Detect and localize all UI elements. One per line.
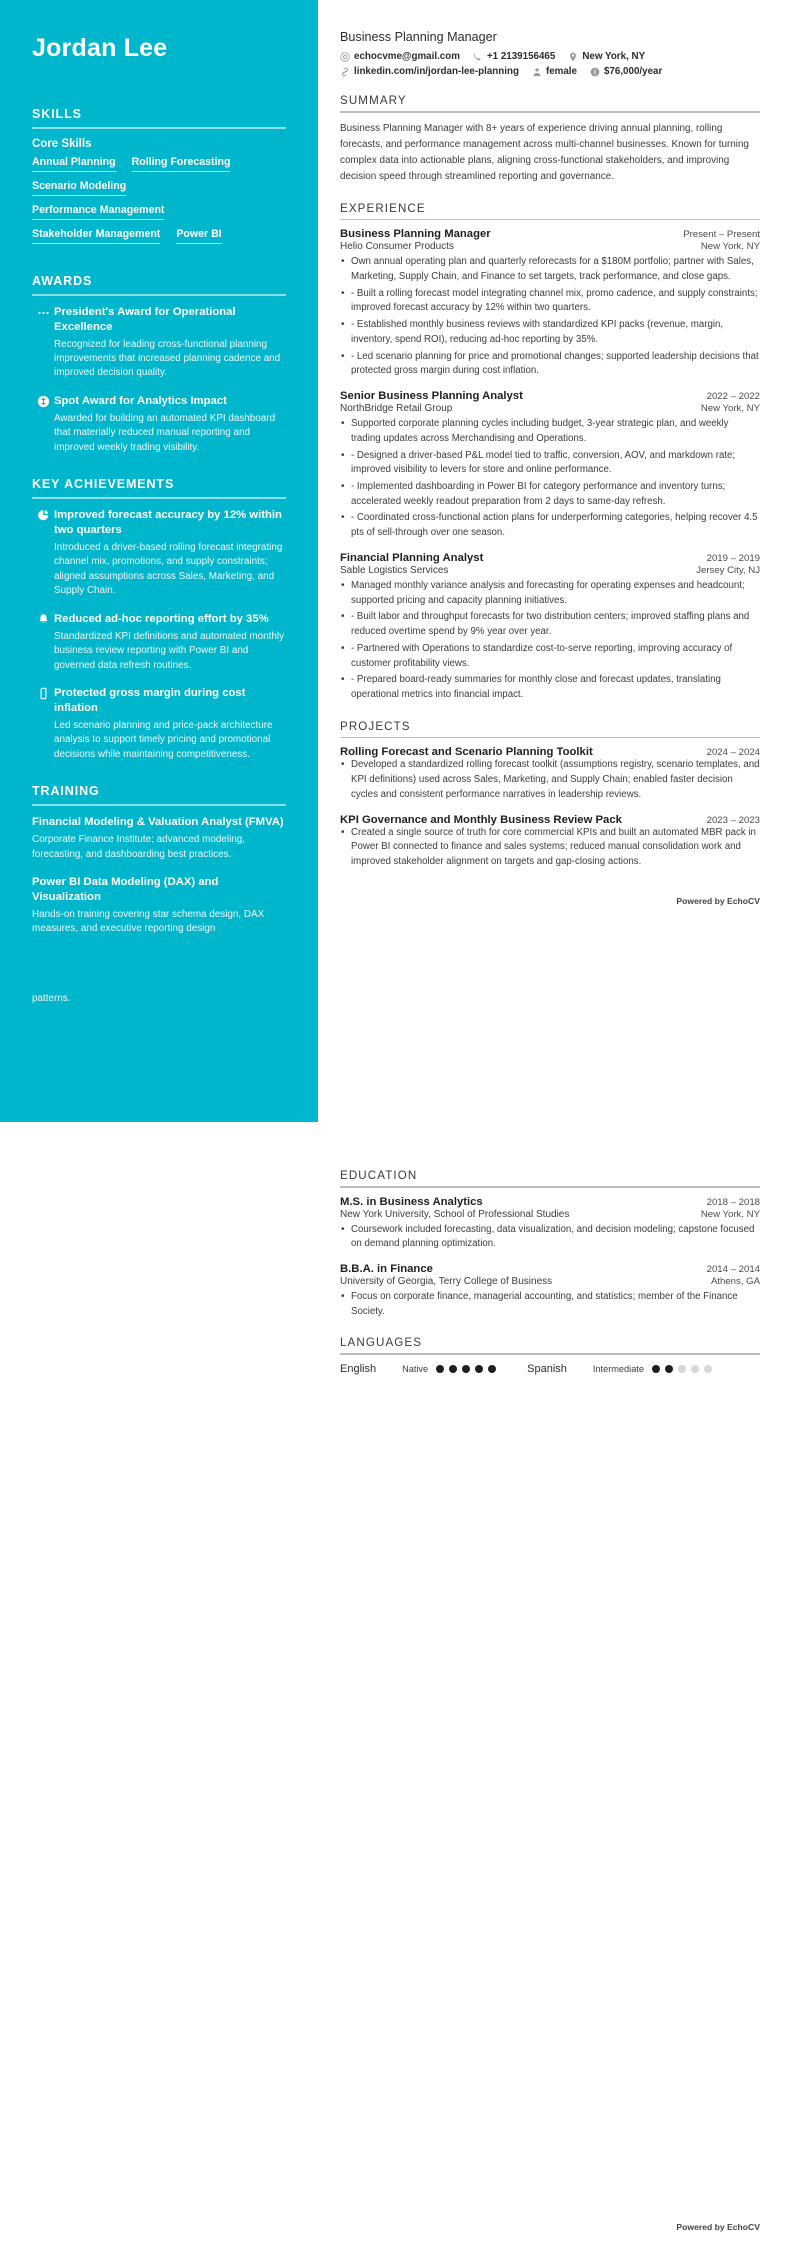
education-entry	[340, 1263, 760, 1319]
contact-row-2	[340, 66, 760, 77]
job-title: Business Planning Manager	[340, 30, 497, 44]
link-icon	[340, 67, 350, 77]
skill-chip: Scenario Modeling	[32, 180, 126, 196]
skills-group-label: Core Skills	[32, 137, 92, 150]
experience-organization: Helio Consumer Products	[340, 241, 454, 253]
experience-bullet-list	[340, 579, 760, 703]
experience-bullet: • - Led scenario planning for price and promotional changes; supported leadership decisions that protected gross margin during cost inflation.	[340, 350, 760, 379]
education-dates: 2014 – 2014	[706, 1263, 760, 1275]
section-summary	[340, 94, 760, 185]
experience-role: Senior Business Planning Analyst	[340, 390, 523, 403]
contact-gender-text: female	[545, 66, 577, 77]
education-bullet-list	[340, 1223, 760, 1252]
education-bullet: • Coursework included forecasting, data visualization, and decision modeling; capstone focused on demand planning optimization.	[340, 1223, 760, 1252]
education-entry-header	[340, 1196, 760, 1208]
experience-organization: Sable Logistics Services	[340, 564, 449, 576]
main-content-page-1	[318, 0, 794, 1122]
language-name: Spanish	[527, 1362, 567, 1375]
experience-bullet: • - Implemented dashboarding in Power BI for category performance and inventory turns; accelerated weekly readout preparation from 2 days to same-day refresh.	[340, 480, 760, 509]
education-school: University of Georgia, Terry College of Business	[340, 1275, 553, 1287]
project-bullet: • Created a single source of truth for core commercial KPIs and built an automated MBR pack in Power BI connected to finance and sales systems; reduced manual consolidation work and improved stakeholder alignment on targets and gap-closing actions.	[340, 826, 760, 870]
contact-location	[568, 51, 645, 62]
language-name: English	[340, 1362, 377, 1375]
experience-bullet: • Own annual operating plan and quarterly reforecasts for a $180M portfolio; partner with Sales, Marketing, Supply Chain, and Finance to set targets, track performance, and close gaps.	[340, 255, 760, 284]
ellipsis-icon	[32, 305, 54, 381]
rating-dot	[665, 1365, 673, 1373]
rating-dot	[678, 1365, 686, 1373]
skill-chip: Power BI	[176, 228, 221, 244]
pie-chart-icon	[32, 508, 54, 599]
award-description: Awarded for building an automated KPI dashboard that materially reduced manual reporting and improved weekly trading visibility.	[54, 412, 276, 453]
education-school: New York University, School of Professional Studies	[340, 1208, 570, 1220]
sidebar	[0, 0, 318, 1122]
rating-dot	[488, 1365, 496, 1373]
experience-bullet: • - Partnered with Operations to standardize cost-to-serve reporting, improving accuracy of customer profitability views.	[340, 642, 760, 671]
education-section-title: EDUCATION	[340, 1169, 418, 1182]
training-description: Hands-on training covering star schema design, DAX measures, and executive reporting design	[32, 908, 265, 935]
project-bullet-list	[340, 758, 760, 802]
person-icon	[532, 67, 542, 77]
project-entry	[340, 814, 760, 870]
language-level: Native	[402, 1363, 429, 1374]
experience-dates: 2022 – 2022	[706, 391, 760, 403]
training-item	[32, 875, 286, 937]
skill-chip: Performance Management	[32, 204, 164, 220]
training-description: Corporate Finance Institute; advanced modeling, forecasting, and dashboarding best practices.	[32, 834, 245, 860]
info-icon	[590, 67, 600, 77]
training-title: Financial Modeling & Valuation Analyst (FMVA)	[32, 816, 284, 829]
achievement-item	[32, 686, 286, 762]
award-description: Recognized for leading cross-functional planning improvements that increased planning cadence and improved decision quality.	[54, 338, 281, 379]
contact-salary-text: $76,000/year	[603, 66, 663, 77]
sidebar-section-training	[32, 784, 286, 1004]
education-divider	[340, 1186, 760, 1188]
project-entry-header	[340, 814, 760, 826]
rating-dot	[436, 1365, 444, 1373]
training-title: Power BI Data Modeling (DAX) and Visualization	[32, 876, 219, 903]
experience-divider	[340, 219, 760, 221]
experience-entry	[340, 390, 760, 541]
powered-by-footer: Powered by EchoCV	[676, 895, 760, 906]
education-degree: M.S. in Business Analytics	[340, 1195, 483, 1208]
contact-email[interactable]	[340, 51, 460, 62]
section-projects	[340, 720, 760, 870]
bell-icon	[32, 612, 54, 673]
experience-bullet: • - Designed a driver-based P&L model tied to traffic, conversion, AOV, and markdown rate; improved visibility to levers for store and online performance.	[340, 449, 760, 478]
award-title: President's Award for Operational Excellence	[54, 305, 236, 333]
award-body	[54, 305, 286, 381]
award-item	[32, 305, 286, 381]
experience-bullet: • Managed monthly variance analysis and forecasting for operating expenses and headcount; supported pricing and capacity planning initiatives.	[340, 579, 760, 608]
experience-bullet: • - Built labor and throughput forecasts for two distribution centers; improved staffing plans and reduced overtime spend by 9% year over year.	[340, 610, 760, 639]
summary-section-title: SUMMARY	[340, 94, 407, 107]
achievement-description: Standardized KPI definitions and automated monthly business review reporting with Power BI and governed data refresh routines.	[54, 630, 285, 671]
education-entry-header	[340, 1263, 760, 1275]
achievement-body	[54, 508, 286, 599]
education-location: Athens, GA	[710, 1275, 760, 1287]
powered-by-footer: Powered by EchoCV	[676, 2222, 760, 2232]
languages-section-title: LANGUAGES	[340, 1336, 423, 1350]
education-dates: 2018 – 2018	[706, 1196, 760, 1208]
map-pin-icon	[568, 52, 578, 62]
achievements-section-title: KEY ACHIEVEMENTS	[32, 477, 175, 492]
experience-location: Jersey City, NJ	[696, 564, 760, 576]
contact-linkedin[interactable]	[340, 66, 519, 77]
education-location: New York, NY	[700, 1208, 760, 1220]
skill-chip: Annual Planning	[32, 156, 116, 172]
info-circle-icon	[32, 394, 54, 455]
experience-bullet: • - Built a rolling forecast model integrating channel mix, promo cadence, and supply constraints; improved forecast accuracy by 12% within two quarters.	[340, 287, 760, 316]
language-item	[527, 1363, 717, 1375]
experience-section-title: EXPERIENCE	[340, 201, 426, 215]
rating-dot	[704, 1365, 712, 1373]
achievement-body	[54, 686, 286, 762]
achievement-description: Led scenario planning and price-pack architecture analysis to support timely pricing and promotional decisions while maintaining competitiveness.	[54, 719, 273, 760]
section-education	[340, 1169, 760, 1319]
education-entry	[340, 1196, 760, 1252]
skills-section-title: SKILLS	[32, 106, 82, 121]
achievement-title: Protected gross margin during cost inflation	[54, 687, 246, 714]
contact-row-1	[340, 51, 760, 62]
experience-bullet: • Supported corporate planning cycles including budget, 3-year strategic plan, and weekly trading updates across Merchandising and Operations.	[340, 417, 760, 446]
project-bullet: • Developed a standardized rolling forecast toolkit (assumptions registry, scenario templates, and KPI definitions) used across Sales, Marketing, and Supply Chain; enabled faster decision cycles and consistent performance narratives in leadership reviews.	[340, 758, 760, 802]
contact-salary	[590, 66, 662, 77]
experience-entry-header	[340, 552, 760, 564]
training-divider	[32, 804, 286, 806]
award-item	[32, 394, 286, 455]
sidebar-section-awards	[32, 274, 286, 455]
project-entry	[340, 746, 760, 802]
experience-bullet: • - Prepared board-ready summaries for monthly close and forecast updates, translating operational metrics into financial impact.	[340, 673, 760, 702]
experience-dates: 2019 – 2019	[706, 552, 760, 564]
resume-sheet-1	[0, 0, 794, 1122]
contact-phone-text: +1 2139156465	[486, 51, 556, 62]
mobile-icon	[32, 686, 54, 762]
achievement-item	[32, 508, 286, 599]
sidebar-section-achievements	[32, 477, 286, 762]
education-degree: B.B.A. in Finance	[340, 1262, 433, 1275]
project-name: KPI Governance and Monthly Business Review Pack	[340, 813, 622, 826]
experience-organization: NorthBridge Retail Group	[340, 403, 453, 415]
experience-entry	[340, 552, 760, 703]
skills-divider	[32, 127, 286, 129]
achievement-item	[32, 612, 286, 673]
candidate-name: Jordan Lee	[32, 34, 168, 62]
resume-sheet-2	[0, 1122, 794, 2246]
experience-dates: Present – Present	[683, 229, 760, 241]
contact-linkedin-text: linkedin.com/in/jordan-lee-planning	[354, 66, 519, 77]
language-rating-dots	[652, 1365, 717, 1373]
skills-chip-list	[32, 156, 286, 252]
languages-divider	[340, 1353, 760, 1355]
project-dates: 2023 – 2023	[706, 814, 760, 826]
skill-chip: Stakeholder Management	[32, 228, 160, 244]
rating-dot	[652, 1365, 660, 1373]
contact-email-text: echocvme@gmail.com	[354, 51, 460, 62]
rating-dot	[691, 1365, 699, 1373]
experience-entry-subheader	[340, 565, 760, 576]
awards-divider	[32, 294, 286, 296]
project-dates: 2024 – 2024	[706, 747, 760, 759]
projects-divider	[340, 737, 760, 739]
experience-entry-subheader	[340, 403, 760, 414]
awards-section-title: AWARDS	[32, 273, 93, 288]
education-bullet: • Focus on corporate finance, managerial accounting, and statistics; member of the Finance Society.	[340, 1290, 760, 1319]
experience-location: New York, NY	[700, 403, 760, 415]
project-name: Rolling Forecast and Scenario Planning Toolkit	[340, 746, 593, 759]
sidebar-section-skills	[32, 107, 286, 252]
achievement-title: Reduced ad-hoc reporting effort by 35%	[54, 612, 269, 625]
training-section-title: TRAINING	[32, 784, 100, 799]
language-level: Intermediate	[592, 1363, 644, 1374]
experience-role: Business Planning Manager	[340, 228, 491, 241]
achievements-divider	[32, 497, 286, 499]
experience-entry-header	[340, 390, 760, 402]
achievement-title: Improved forecast accuracy by 12% within two quarters	[54, 509, 282, 537]
summary-divider	[340, 111, 760, 113]
experience-bullet: • - Coordinated cross-functional action plans for underperforming categories, helping recover 4.5 pts of sell-through over one season.	[340, 511, 760, 540]
language-rating-dots	[436, 1365, 501, 1373]
contact-phone[interactable]	[473, 51, 555, 62]
skill-chip: Rolling Forecasting	[132, 156, 231, 172]
main-content-page-2	[318, 1122, 794, 2246]
experience-bullet-list	[340, 417, 760, 541]
at-icon	[340, 52, 350, 62]
rating-dot	[449, 1365, 457, 1373]
section-languages	[340, 1336, 760, 1375]
language-item	[340, 1363, 501, 1375]
rating-dot	[475, 1365, 483, 1373]
education-bullet-list	[340, 1290, 760, 1319]
summary-text: Business Planning Manager with 8+ years of experience driving annual planning, rolling forecasts, and performance management across multi-channel businesses. Known for turning complex data into actionable plans, aligning cross-functional stakeholders, and improving decision speed through streamlined reporting and governance.	[340, 122, 749, 182]
training-overflow-text: patterns.	[32, 992, 71, 1004]
project-bullet-list	[340, 826, 760, 870]
sidebar-page-2	[0, 1122, 318, 2246]
experience-entry-subheader	[340, 241, 760, 252]
contact-gender	[532, 66, 577, 77]
languages-row	[340, 1363, 760, 1375]
section-experience	[340, 202, 760, 703]
experience-entry	[340, 228, 760, 379]
experience-entry-header	[340, 228, 760, 240]
award-title: Spot Award for Analytics Impact	[54, 394, 227, 407]
award-body	[54, 394, 286, 455]
education-entry-subheader	[340, 1276, 760, 1287]
achievement-body	[54, 612, 286, 673]
experience-bullet-list	[340, 255, 760, 379]
project-entry-header	[340, 746, 760, 758]
experience-role: Financial Planning Analyst	[340, 551, 484, 564]
contact-location-text: New York, NY	[582, 51, 646, 62]
phone-icon	[473, 52, 483, 62]
rating-dot	[462, 1365, 470, 1373]
experience-location: New York, NY	[700, 241, 760, 253]
experience-bullet: • - Established monthly business reviews with standardized KPI packs (revenue, margin, inventory, spend ROI), reducing ad-hoc reporting by 35%.	[340, 318, 760, 347]
training-item	[32, 815, 286, 862]
achievement-description: Introduced a driver-based rolling forecast integrating channel mix, promotions, and supply constraints; aligned assumptions across Sales, Marketing, and Supply Chain.	[54, 542, 283, 597]
projects-section-title: PROJECTS	[340, 719, 411, 733]
education-entry-subheader	[340, 1209, 760, 1220]
